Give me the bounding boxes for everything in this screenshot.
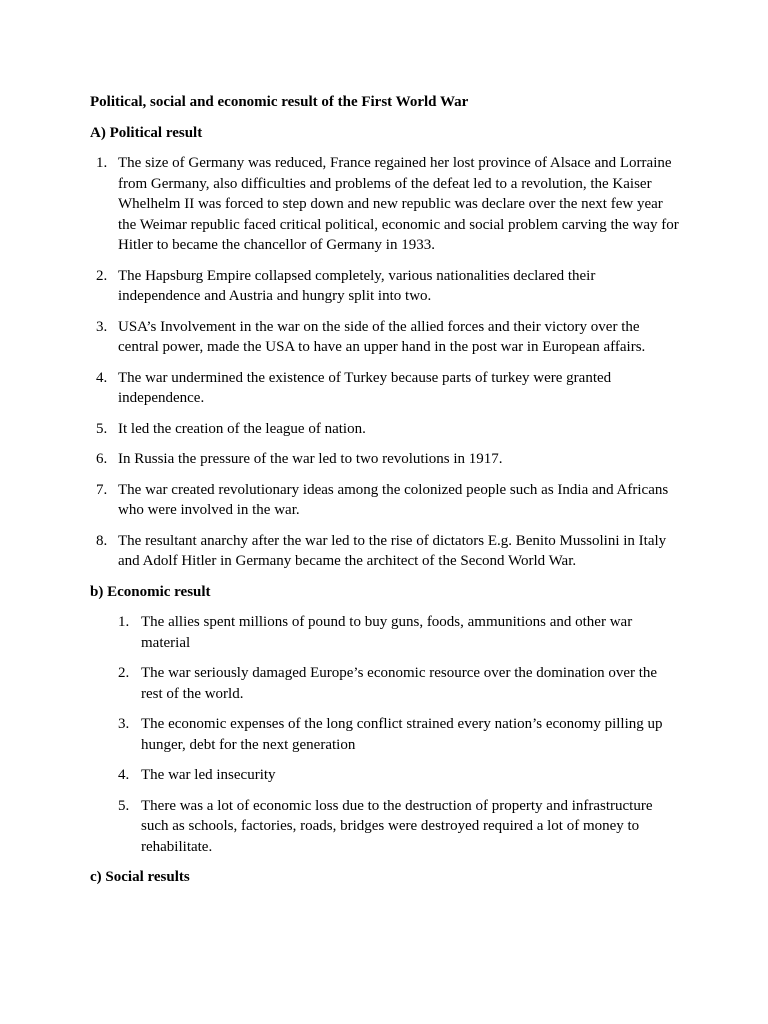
list-item-text: The size of Germany was reduced, France regained her lost province of Alsace and Lorraine from Germany, also difficulties and problems of the defeat led to a revolution, the Kaiser Whelhelm II was forced to step down and new republic was declare over the next few year the Weimar republic faced critical political, economic and social problem carving the way for Hitler to became the chancellor of Germany in 1933. (118, 155, 679, 253)
list-item (90, 480, 680, 521)
list-item-text: The war created revolutionary ideas among the colonized people such as India and Africans who were involved in the war. (118, 481, 669, 518)
list-item-text: The war led insecurity (141, 767, 276, 783)
list-item-number: 1. (96, 155, 108, 171)
list-item-text: In Russia the pressure of the war led to two revolutions in 1917. (118, 451, 503, 467)
list-item-text: It led the creation of the league of nation. (118, 420, 366, 437)
list-item-number: 6. (96, 451, 108, 467)
list-item-text: There was a lot of economic loss due to the destruction of property and infrastructure such as schools, factories, roads, bridges were destroyed required a lot of money to rehabilitate. (141, 797, 653, 855)
list-item (90, 714, 680, 755)
list-item-number: 3. (96, 318, 108, 335)
list-item (90, 449, 680, 470)
list-item (90, 531, 680, 572)
list-item-number: 2. (118, 665, 130, 681)
list-item-number: 3. (118, 716, 130, 732)
list-item-number: 5. (118, 797, 130, 814)
social-results-heading: c) Social results (90, 869, 190, 885)
list-item-text: The resultant anarchy after the war led to the rise of dictators E.g. Benito Mussolini in Italy and Adolf Hitler in Germany became the architect of the Second World War. (118, 532, 667, 569)
list-item (90, 765, 680, 786)
list-item-number: 5. (96, 420, 108, 437)
list-item (90, 419, 680, 440)
list-item-text: USA’s Involvement in the war on the side of the allied forces and their victory over the central power, made the USA to have an upper hand in the post war in European affairs. (118, 318, 646, 355)
list-item (90, 317, 680, 358)
economic-result-heading: b) Economic result (90, 583, 211, 600)
list-item-text: The war undermined the existence of Turkey because parts of turkey were granted independence. (118, 369, 612, 406)
list-item (90, 612, 680, 653)
list-item (90, 368, 680, 409)
list-item-text: The war seriously damaged Europe’s economic resource over the domination over the rest of the world. (141, 665, 658, 702)
list-item-text: The allies spent millions of pound to buy guns, foods, ammunitions and other war material (141, 614, 633, 651)
document-title: Political, social and economic result of the First World War (90, 94, 469, 110)
document-body (90, 92, 680, 898)
list-item-number: 1. (118, 614, 130, 630)
list-item-number: 8. (96, 532, 108, 549)
list-item (90, 663, 680, 704)
list-item (90, 796, 680, 858)
political-result-list (90, 153, 680, 572)
list-item-text: The economic expenses of the long conflict strained every nation’s economy pilling up hunger, debt for the next generation (141, 716, 663, 753)
list-item-number: 4. (118, 767, 130, 783)
list-item-number: 4. (96, 369, 108, 386)
list-item-text: The Hapsburg Empire collapsed completely, various nationalities declared their independence and Austria and hungry split into two. (118, 267, 596, 304)
economic-result-list (90, 612, 680, 857)
list-item-number: 7. (96, 481, 108, 498)
political-result-heading: A) Political result (90, 124, 203, 141)
list-item (90, 266, 680, 307)
list-item-number: 2. (96, 267, 108, 284)
list-item (90, 153, 680, 256)
